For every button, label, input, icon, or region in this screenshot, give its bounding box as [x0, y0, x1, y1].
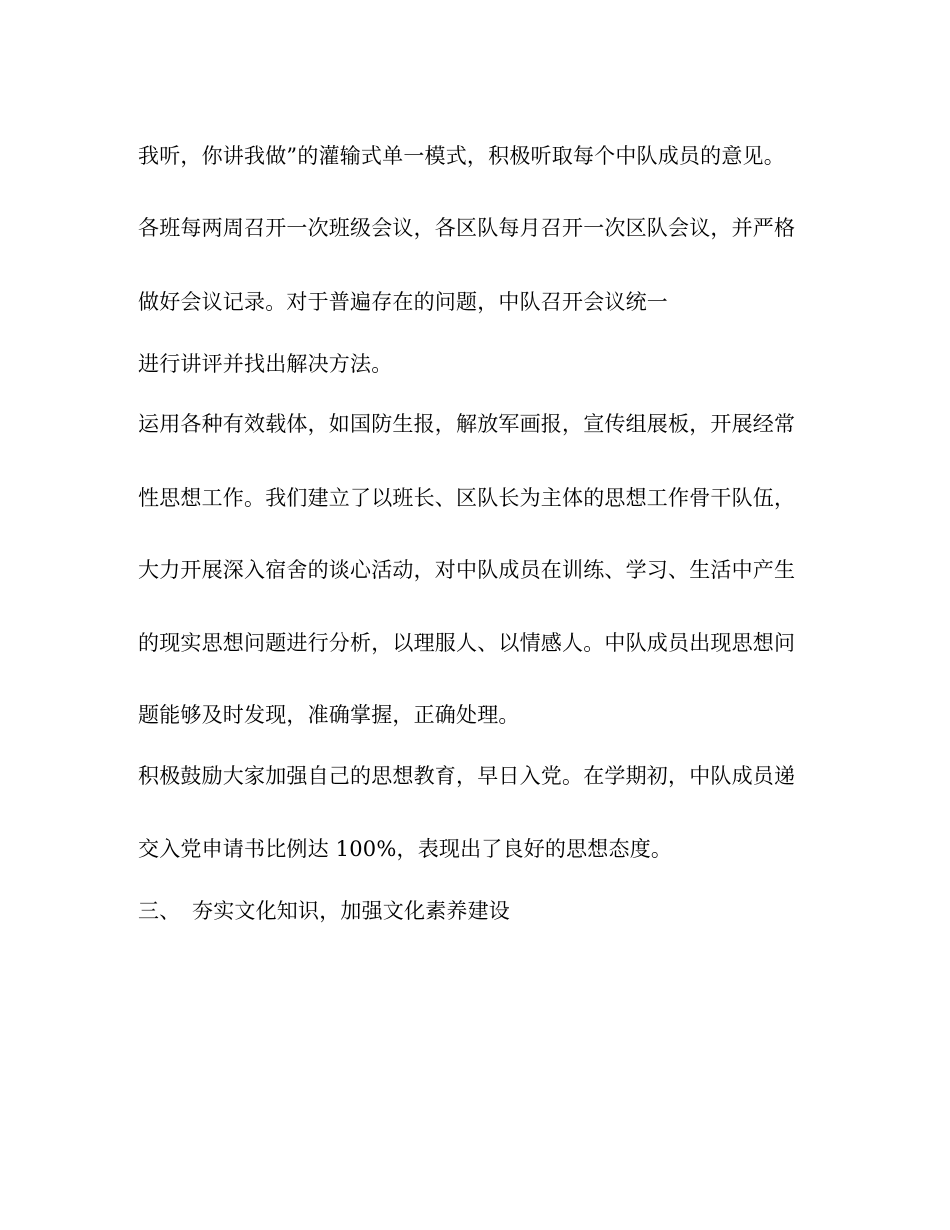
paragraph-line: 大力开展深入宿舍的谈心活动，对中队成员在训练、学习、生活中产生 — [138, 558, 796, 582]
paragraph-line: 交入党申请书比例达 100%，表现出了良好的思想态度。 — [138, 837, 673, 861]
paragraph-line: 运用各种有效载体，如国防生报，解放军画报，宣传组展板，开展经常 — [138, 412, 796, 436]
paragraph-line: 的现实思想问题进行分析，以理服人、以情感人。中队成员出现思想问 — [138, 631, 796, 655]
section-number: 三、 — [138, 899, 181, 923]
paragraph-line: 做好会议记录。对于普遍存在的问题，中队召开会议统一 — [138, 290, 668, 314]
section-title: 夯实文化知识，加强文化素养建设 — [192, 899, 510, 923]
paragraph-line: 进行讲评并找出解决方法。 — [138, 352, 393, 376]
paragraph-line: 性思想工作。我们建立了以班长、区队长为主体的思想工作骨干队伍， — [138, 486, 796, 510]
paragraph-line: 积极鼓励大家加强自己的思想教育，早日入党。在学期初，中队成员递 — [138, 764, 796, 788]
section-heading — [138, 897, 510, 925]
paragraph-line: 各班每两周召开一次班级会议，各区队每月召开一次区队会议，并严格 — [138, 216, 796, 240]
paragraph-line: 我听，你讲我做”的灌输式单一模式，积极听取每个中队成员的意见。 — [138, 144, 785, 168]
paragraph-line: 题能够及时发现，准确掌握，正确处理。 — [138, 703, 520, 727]
